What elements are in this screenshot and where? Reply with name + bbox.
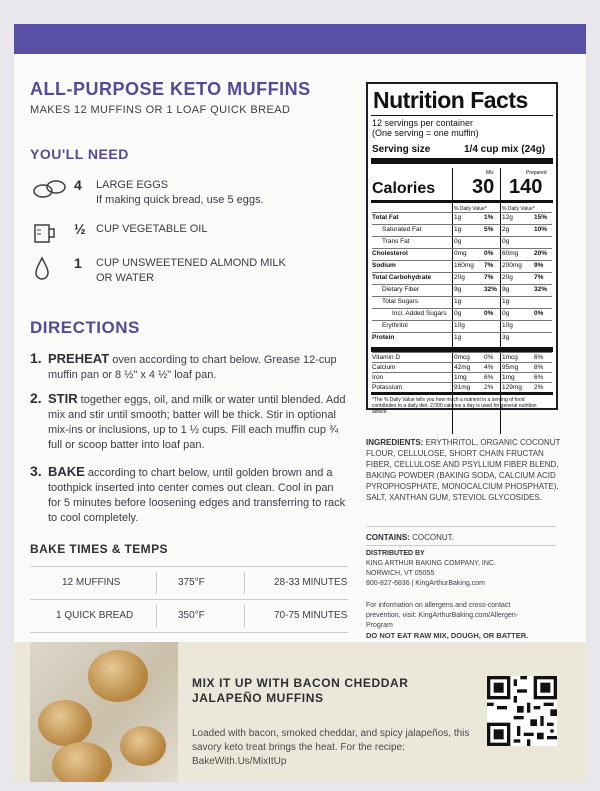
ingredient-note: If making quick bread, use 5 eggs. <box>96 194 264 206</box>
mix-dv: 6% <box>484 374 494 381</box>
mix-amount: 1g <box>454 214 462 221</box>
nutrition-row <box>372 296 552 306</box>
step-number: 1. <box>30 350 42 366</box>
vitamin-row <box>372 382 552 392</box>
prepared-amount: 12g <box>502 214 513 221</box>
calories-prepared: 140 <box>509 176 543 198</box>
qr-code-icon[interactable] <box>487 676 557 746</box>
vitamin-row <box>372 372 552 382</box>
nutrition-row <box>372 332 552 342</box>
nutrient-name: Total Sugars <box>382 298 419 305</box>
calories-mix: 30 <box>472 176 495 198</box>
mix-amount: 1mg <box>454 374 467 381</box>
servings-per-container: 12 servings per container <box>372 118 474 128</box>
nutrition-facts-panel <box>366 82 558 415</box>
bake-temp: 375°F <box>178 577 205 588</box>
prepared-amount: 1mg <box>502 374 515 381</box>
prepared-dv: 7% <box>534 274 544 281</box>
nutrient-name: Dietary Fiber <box>382 286 420 293</box>
serving-note: (One serving = one muffin) <box>372 128 479 138</box>
ingredients-text: ERYTHRITOL, ORGANIC COCONUT FLOUR, CELLULOSE, SHORT CHAIN FRUCTAN FIBER, CELLULOSE AND PSYLLIUM FIBER BLEND, BAKING POWDER (BAKING SODA, CALCIUM ACID PYROPHOSPHATE, MONOCALCIUM PHOSPHATE), SALT, XANTHAN GUM, STEVIOL GLYCOSIDES. <box>366 438 561 502</box>
raw-dough-warning: DO NOT EAT RAW MIX, DOUGH, OR BATTER. <box>366 631 529 640</box>
step-number: 3. <box>30 463 42 479</box>
distributor-line: NORWICH, VT 05055 <box>366 570 435 577</box>
mix-dv: 32% <box>484 286 498 293</box>
ingredients-label: INGREDIENTS: <box>366 438 424 447</box>
muffin-photo <box>30 642 178 782</box>
nutrition-row <box>372 236 552 246</box>
drop-icon <box>32 256 56 282</box>
prepared-amount: 129mg <box>502 384 522 391</box>
nutrient-name: Sodium <box>372 262 396 269</box>
vitamin-row <box>372 352 552 362</box>
prepared-amount: 200mg <box>502 262 522 269</box>
prepared-dv: 20% <box>534 250 548 257</box>
mix-amount: 0mcg <box>454 354 470 361</box>
page-title: ALL-PURPOSE KETO MUFFINS <box>30 79 311 99</box>
measuring-cup-icon <box>32 222 58 246</box>
prepared-amount: 0g <box>502 238 510 245</box>
mix-dv: 2% <box>484 384 494 391</box>
prepared-amount: 2g <box>502 226 510 233</box>
youll-need-heading: YOU'LL NEED <box>30 146 129 162</box>
nutrition-title: Nutrition Facts <box>373 87 528 113</box>
nutrient-name: Erythritol <box>382 322 408 329</box>
banner-body: Loaded with bacon, smoked cheddar, and spicy jalapeños, this savory keto treat brings the heat. For the recipe: BakeWith.Us/MixItUp <box>192 728 470 767</box>
nutrient-name: Saturated Fat <box>382 226 422 233</box>
nutrient-name: Total Carbohydrate <box>372 274 432 281</box>
prepared-dv: 2% <box>534 384 544 391</box>
bake-times-heading: BAKE TIMES & TEMPS <box>30 542 168 556</box>
mix-amount: 160mg <box>454 262 474 269</box>
ingredient-text: LARGE EGGS <box>96 179 169 191</box>
nutrition-row <box>372 308 552 318</box>
mix-dv: 1% <box>484 214 494 221</box>
nutrient-name: Total Fat <box>372 214 399 221</box>
nutrition-row <box>372 212 552 222</box>
prepared-amount: 60mg <box>502 250 519 257</box>
nutrition-footnote: *The % Daily Value tells you how much a nutrient in a serving of food contributes to a daily diet. 2,000 calories a day is used for general nutrition advice. <box>372 397 537 415</box>
table-row <box>30 566 348 599</box>
step-title: PREHEAT <box>48 351 110 366</box>
mix-amount: 91mg <box>454 384 471 391</box>
prepared-amount: 20g <box>502 274 513 281</box>
ingredient-qty: ½ <box>74 221 86 237</box>
ingredient-qty: 4 <box>74 177 82 193</box>
calories-label: Calories <box>372 180 436 197</box>
allergen-note: For information on allergens and cross-contact prevention, visit: KingArthurBaking.com/Allergen-Program <box>366 602 519 629</box>
prepared-dv: 6% <box>534 354 544 361</box>
step-text: according to chart below, until golden brown and a toothpick inserted into center comes out clean. Cool in pan for 5 minutes before loosening edges and transferring to rack to cool completely. <box>48 467 346 524</box>
nutrient-name: Protein <box>372 334 395 341</box>
mix-dv: 7% <box>484 274 494 281</box>
banner-title: MIX IT UP WITH BACON CHEDDAR JALAPEÑO MUFFINS <box>192 676 409 705</box>
distributor-line: 800-827-6836 | KingArthurBaking.com <box>366 580 485 587</box>
ingredient-text: CUP VEGETABLE OIL <box>96 223 208 235</box>
step-title: BAKE <box>48 464 85 479</box>
nutrition-row <box>372 224 552 234</box>
prepared-dv: 9% <box>534 262 544 269</box>
prepared-dv: 8% <box>534 364 544 371</box>
contains-label: CONTAINS: <box>366 533 410 542</box>
bake-time: 70-75 MINUTES <box>274 610 348 621</box>
distributor-line: KING ARTHUR BAKING COMPANY, INC. <box>366 560 496 567</box>
mix-amount: 0g <box>454 238 462 245</box>
serving-size-value: 1/4 cup mix (24g) <box>464 144 546 155</box>
mix-amount: 20g <box>454 274 465 281</box>
prepared-amount: 0g <box>502 310 510 317</box>
step-title: STIR <box>48 391 78 406</box>
prepared-amount: 9g <box>502 286 510 293</box>
ingredient-text: CUP UNSWEETENED ALMOND MILK OR WATER <box>96 257 286 284</box>
mix-dv: 0% <box>484 250 494 257</box>
bake-times-table <box>30 566 348 633</box>
vitamin-name: Iron <box>372 374 384 381</box>
mix-amount: 42mg <box>454 364 471 371</box>
vitamin-name: Calcium <box>372 364 396 371</box>
page-subtitle: MAKES 12 MUFFINS OR 1 LOAF QUICK BREAD <box>30 104 291 116</box>
nutrient-name: Cholesterol <box>372 250 408 257</box>
step-number: 2. <box>30 390 42 406</box>
prepared-dv: 32% <box>534 286 548 293</box>
mix-dv: 0% <box>484 354 494 361</box>
mix-dv: 4% <box>484 364 494 371</box>
nutrition-row <box>372 272 552 282</box>
dv-header-mix: % Daily Value* <box>454 206 487 212</box>
mix-amount: 1g <box>454 298 462 305</box>
ingredients-statement <box>366 437 566 503</box>
nutrition-row <box>372 260 552 270</box>
col-prepared: Prepared <box>526 170 547 176</box>
prepared-dv: 15% <box>534 214 548 221</box>
mix-amount: 10g <box>454 322 465 329</box>
contains-statement <box>366 532 566 543</box>
nutrition-row <box>372 284 552 294</box>
prepared-dv: 6% <box>534 374 544 381</box>
mix-amount: 1g <box>454 334 462 341</box>
step-text: together eggs, oil, and milk or water until blended. Add mix and stir until smooth; batter will be thick. Stir in optional mix-ins or inclusions, up to 1 ½ cups. Fill each muffin cup ¾ full or scoop batter into loaf pan. <box>48 394 346 451</box>
step-text: oven according to chart below. Grease 12-cup muffin pan or 8 ½" x 4 ½" loaf pan. <box>48 354 337 381</box>
vitamin-name: Vitamin D <box>372 354 401 361</box>
directions-heading: DIRECTIONS <box>30 318 140 337</box>
table-row <box>30 599 348 633</box>
mix-dv: 7% <box>484 262 494 269</box>
nutrition-row <box>372 320 552 330</box>
prepared-amount: 10g <box>502 322 513 329</box>
bake-time: 28-33 MINUTES <box>274 577 348 588</box>
prepared-amount: 1g <box>502 298 510 305</box>
bake-item: 1 QUICK BREAD <box>56 610 134 621</box>
mix-amount: 0mg <box>454 250 467 257</box>
vitamin-row <box>372 362 552 372</box>
prepared-dv: 10% <box>534 226 548 233</box>
bake-item: 12 MUFFINS <box>62 577 121 588</box>
mix-amount: 1g <box>454 226 462 233</box>
prepared-dv: 0% <box>534 310 544 317</box>
nutrient-name: Incl. Added Sugars <box>392 310 447 317</box>
mix-dv: 5% <box>484 226 494 233</box>
mix-amount: 0g <box>454 310 462 317</box>
nutrition-row <box>372 248 552 258</box>
serving-size-label: Serving size <box>372 144 431 155</box>
ingredient-qty: 1 <box>74 255 82 271</box>
bake-temp: 350°F <box>178 610 205 621</box>
contains-text: COCONUT. <box>412 533 454 542</box>
col-mix: Mix <box>486 170 494 176</box>
prepared-amount: 1mcg <box>502 354 518 361</box>
top-color-band <box>14 24 586 54</box>
vitamin-name: Potassium <box>372 384 403 391</box>
prepared-amount: 3g <box>502 334 510 341</box>
mix-amount: 9g <box>454 286 462 293</box>
eggs-icon <box>32 178 68 200</box>
nutrient-name: Trans Fat <box>382 238 410 245</box>
mix-dv: 0% <box>484 310 494 317</box>
dv-header-prepared: % Daily Value* <box>502 206 535 212</box>
prepared-amount: 95mg <box>502 364 519 371</box>
distributor-info <box>366 549 566 589</box>
distributed-label: DISTRIBUTED BY <box>366 550 425 557</box>
